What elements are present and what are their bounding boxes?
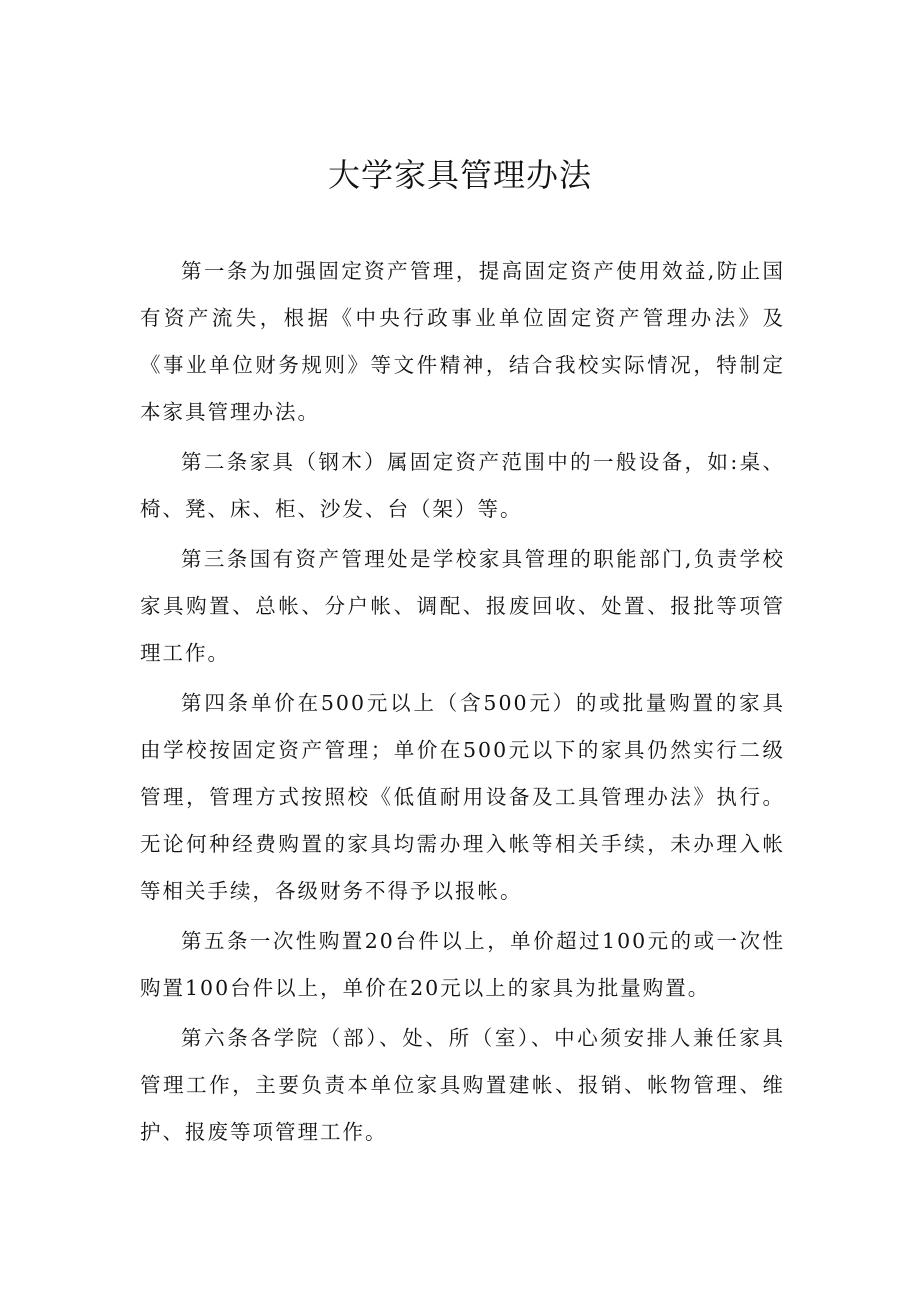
article-4: 第四条单价在500元以上（含500元）的或批量购置的家具由学校按固定资产管理；单价在500元以下的家具仍然实行二级管理，管理方式按照校《低值耐用设备及工具管理办法》执行。无论何种经费购置的家具均需办理入帐等相关手续，未办理入帐等相关手续，各级财务不得予以报帐。 bbox=[140, 691, 785, 903]
article-1: 第一条为加强固定资产管理，提高固定资产使用效益,防止国有资产流失，根据《中央行政事业单位固定资产管理办法》及《事业单位财务规则》等文件精神，结合我校实际情况，特制定本家具管理办法。 bbox=[140, 259, 785, 424]
document-body bbox=[140, 248, 785, 1159]
article-5: 第五条一次性购置20台件以上，单价超过100元的或一次性购置100台件以上，单价在20元以上的家具为批量购置。 bbox=[140, 929, 785, 1000]
article-2: 第二条家具（钢木）属固定资产范围中的一般设备，如:桌、椅、凳、床、柜、沙发、台（架）等。 bbox=[140, 450, 785, 521]
article-6: 第六条各学院（部）、处、所（室）、中心须安排人兼任家具管理工作，主要负责本单位家具购置建帐、报销、帐物管理、维护、报废等项管理工作。 bbox=[140, 1026, 785, 1144]
article-3: 第三条国有资产管理处是学校家具管理的职能部门,负责学校家具购置、总帐、分户帐、调配、报废回收、处置、报批等项管理工作。 bbox=[140, 547, 785, 665]
document-title: 大学家具管理办法 bbox=[327, 156, 592, 194]
